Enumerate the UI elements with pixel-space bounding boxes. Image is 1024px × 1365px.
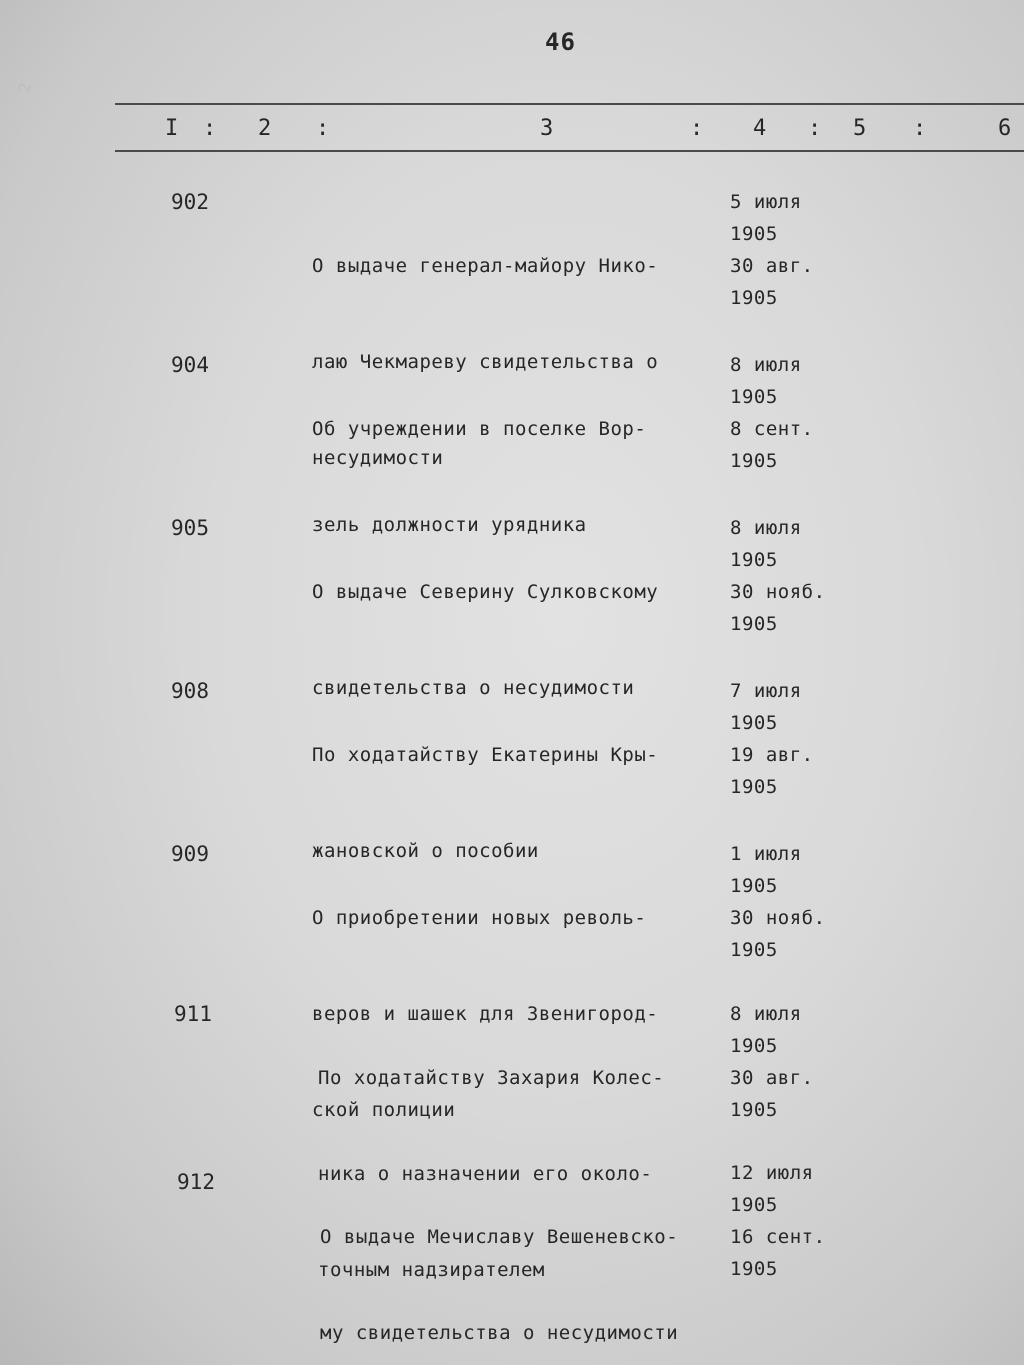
header-separator: : — [690, 116, 704, 141]
header-separator: : — [316, 116, 330, 141]
entry-title-line: несудимости — [312, 447, 444, 469]
entry-dates — [730, 838, 850, 966]
entry-title-line: точным надзирателем — [318, 1259, 545, 1281]
entry-title-line: О приобретении новых револь- — [312, 907, 647, 929]
entry-title-line: лаю Чекмареву свидетельства о — [312, 351, 659, 373]
page-number: 46 — [545, 28, 576, 56]
entry-end-year: 1905 — [730, 613, 778, 635]
entry-start-date: 8 июля — [730, 1003, 802, 1025]
entry-title-line: По ходатайству Екатерины Кры- — [312, 744, 659, 766]
entry-title-line: ника о назначении его около- — [318, 1163, 653, 1185]
entry-end-date: 8 сент. — [730, 418, 814, 440]
entry-start-year: 1905 — [730, 875, 778, 897]
entry-number: 912 — [177, 1170, 215, 1194]
entry-number: 911 — [174, 1002, 212, 1026]
header-col-1: I — [165, 116, 179, 141]
entry-end-year: 1905 — [730, 939, 778, 961]
entry-start-date: 7 июля — [730, 680, 802, 702]
header-rule-top — [115, 103, 1024, 105]
entry-title-line: Об учреждении в поселке Вор- — [312, 418, 647, 440]
entry-end-date: 30 нояб. — [730, 581, 826, 603]
entry-end-date: 30 нояб. — [730, 907, 826, 929]
entry-end-date: 30 авг. — [730, 1067, 814, 1089]
entry-start-date: 8 июля — [730, 354, 802, 376]
entry-start-year: 1905 — [730, 1035, 778, 1057]
entry-dates — [730, 186, 850, 314]
header-col-2: 2 — [258, 116, 272, 141]
entry-title-line: свидетельства о несудимости — [312, 677, 635, 699]
entry-title — [320, 1157, 730, 1365]
entry-dates — [730, 675, 850, 803]
entry-title-line: веров и шашек для Звенигород- — [312, 1003, 659, 1025]
entry-title-line: О выдаче генерал-майору Нико- — [312, 255, 659, 277]
entry-number: 905 — [171, 516, 209, 540]
entry-dates — [730, 1157, 850, 1285]
entry-dates — [730, 998, 850, 1126]
entry-end-date: 16 сент. — [730, 1226, 826, 1248]
entry-start-date: 12 июля — [730, 1162, 814, 1184]
entry-title-line: О выдаче Мечиславу Вешеневско- — [320, 1226, 679, 1248]
entry-start-year: 1905 — [730, 1194, 778, 1216]
header-col-5: 5 — [853, 116, 867, 141]
entry-start-year: 1905 — [730, 386, 778, 408]
entry-number: 908 — [171, 679, 209, 703]
header-separator: : — [913, 116, 927, 141]
entry-end-date: 30 авг. — [730, 255, 814, 277]
entry-number: 904 — [171, 353, 209, 377]
entry-dates — [730, 512, 850, 640]
entry-end-year: 1905 — [730, 776, 778, 798]
entry-number: 909 — [171, 842, 209, 866]
header-col-4: 4 — [753, 116, 767, 141]
entry-start-date: 8 июля — [730, 517, 802, 539]
entry-title-line: му свидетельства о несудимости — [320, 1322, 679, 1344]
entry-start-year: 1905 — [730, 549, 778, 571]
entry-end-year: 1905 — [730, 1099, 778, 1121]
entry-title-line: жановской о пособии — [312, 840, 539, 862]
header-col-3: 3 — [540, 116, 554, 141]
entry-number: 902 — [171, 190, 209, 214]
entry-end-year: 1905 — [730, 1258, 778, 1280]
bleed-through-mark: 2 — [14, 81, 36, 94]
entry-title-line: О выдаче Северину Сулковскому — [312, 581, 659, 603]
entry-end-year: 1905 — [730, 287, 778, 309]
entry-start-date: 5 июля — [730, 191, 802, 213]
header-rule-bottom — [115, 150, 1024, 152]
entry-start-year: 1905 — [730, 223, 778, 245]
entry-start-year: 1905 — [730, 712, 778, 734]
entry-dates — [730, 349, 850, 477]
entry-title-line: зель должности урядника — [312, 514, 587, 536]
entry-end-date: 19 авг. — [730, 744, 814, 766]
header-col-6: 6 — [998, 116, 1012, 141]
entry-title-line: По ходатайству Захария Колес- — [318, 1067, 665, 1089]
header-separator: : — [808, 116, 822, 141]
entry-start-date: 1 июля — [730, 843, 802, 865]
entry-title-line: ской полиции — [312, 1099, 456, 1121]
header-separator: : — [203, 116, 217, 141]
entry-end-year: 1905 — [730, 450, 778, 472]
